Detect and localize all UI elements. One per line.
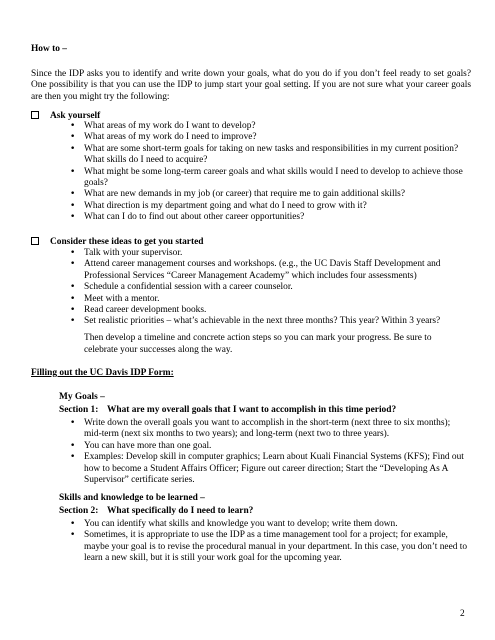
section-1-title: What are my overall goals that I want to accomplish in this time period?: [107, 405, 397, 415]
list-item: • Sometimes, it is appropriate to use the IDP as a time management tool for a project; for example, maybe your goal is to revise the procedural manual in your department. In this case, you don’t need to learn a new skill, but it is still your work goal for the upcoming year.: [70, 530, 470, 564]
checkbox-icon: [31, 111, 39, 119]
list-item: • Write down the overall goals you want to accomplish in the short-term (next three to six months); mid-term (next six months to two years); and long-term (next two to three years).: [70, 418, 470, 441]
page-number: 2: [460, 609, 465, 619]
skills-label: Skills and knowledge to be learned –: [59, 493, 205, 503]
section-1-list: [70, 418, 470, 486]
list-item: • What are some short-term goals for taking on new tasks and responsibilities in my current position? What skills do I need to acquire?: [70, 144, 465, 167]
checkbox-icon: [31, 237, 39, 245]
my-goals-label: My Goals –: [59, 392, 105, 402]
section-2-title: What specifically do I need to learn?: [107, 506, 254, 516]
list-item: • You can have more than one goal.: [70, 441, 470, 452]
ask-yourself-list: [70, 121, 465, 224]
section-2-heading: [59, 506, 253, 517]
consider-continuation: Then develop a timeline and concrete action steps so you can mark your progress. Be sure to celebrate your successes along the way.: [84, 333, 432, 356]
how-to-heading: How to –: [31, 44, 67, 54]
intro-paragraph: Since the IDP asks you to identify and write down your goals, what do you do if you don’t feel ready to set goals? One possibility is that you can use the IDP to jump start your goal setting. If you are not sure what your career goals are then you might try the following:: [31, 69, 471, 102]
list-item: • What direction is my department going and what do I need to grow with it?: [70, 201, 465, 212]
section-1-heading: [59, 405, 396, 416]
list-item: • Schedule a confidential session with a career counselor.: [70, 282, 470, 293]
consider-heading: Consider these ideas to get you started: [50, 237, 204, 247]
ask-yourself-heading: Ask yourself: [50, 111, 101, 121]
list-item: • Examples: Develop skill in computer graphics; Learn about Kuali Financial Systems (KFS); Find out how to become a Student Affairs Officer; Figure out career direction; Start the “Developing As A Supervisor” certificate series.: [70, 452, 470, 486]
list-item: • What are new demands in my job (or career) that require me to gain additional skills?: [70, 189, 465, 200]
list-item: • What areas of my work do I need to improve?: [70, 132, 465, 143]
list-item: • Talk with your supervisor.: [70, 248, 470, 259]
list-item: • Set realistic priorities – what’s achievable in the next three months? This year? Within 3 years?: [70, 316, 470, 327]
section-2-number: Section 2:: [59, 506, 99, 516]
list-item: • What might be some long-term career goals and what skills would I need to develop to achieve those goals?: [70, 167, 465, 190]
list-item: • Attend career management courses and workshops. (e.g., the UC Davis Staff Development and Professional Services “Career Management Academy” which includes four assessments): [70, 259, 470, 282]
list-item: • What can I do to find out about other career opportunities?: [70, 212, 465, 223]
list-item: • Read career development books.: [70, 305, 470, 316]
section-2-list: [70, 519, 470, 565]
form-heading: Filling out the UC Davis IDP Form:: [31, 368, 174, 378]
list-item: • What areas of my work do I want to develop?: [70, 121, 465, 132]
consider-list: [70, 248, 470, 328]
section-1-number: Section 1:: [59, 405, 99, 415]
list-item: • You can identify what skills and knowledge you want to develop; write them down.: [70, 519, 470, 530]
consider-checkbox-row: [31, 236, 203, 248]
list-item: • Meet with a mentor.: [70, 294, 470, 305]
